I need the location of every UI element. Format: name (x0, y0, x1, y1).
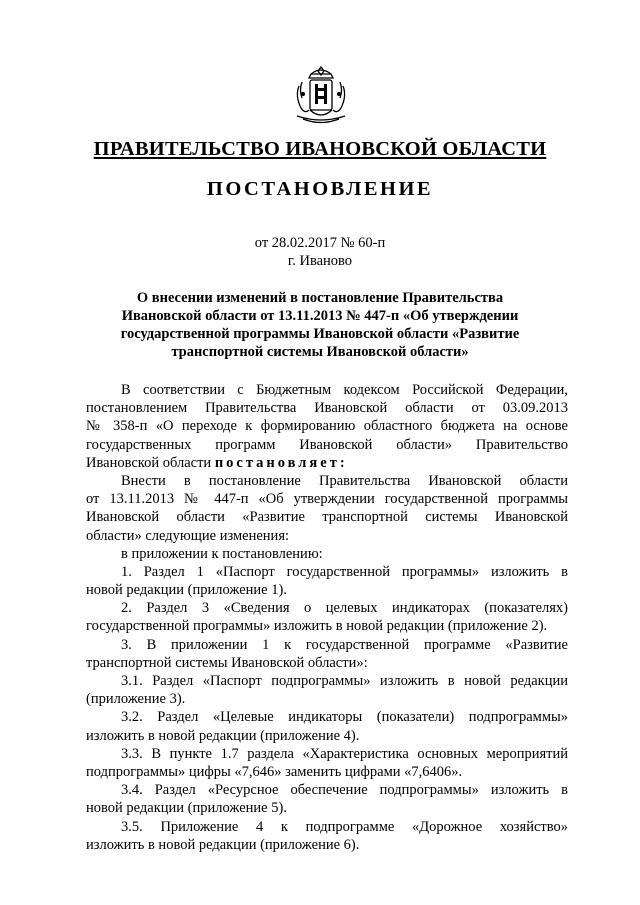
title-line: транспортной системы Ивановской области» (171, 344, 469, 360)
body-line-prefix: Ивановской области (86, 454, 215, 471)
body-line: (приложение 3). (86, 691, 186, 708)
coat-of-arms-emblem (293, 64, 349, 126)
document-type-heading: ПОСТАНОВЛЕНИЕ (206, 178, 434, 200)
body-line: подпрограммы» цифры «7,646» заменить цифрами «7,6406». (86, 763, 463, 780)
body-line: в приложении к постановлению: (121, 545, 323, 562)
body-line: изложить в новой редакции (приложение 6). (86, 836, 360, 853)
body-line: 3. В приложении 1 к государственной программе «Развитие (121, 636, 568, 653)
body-line: 3.1. Раздел «Паспорт подпрограммы» изложить в новой редакции (121, 673, 568, 689)
body-line: постановлением Правительства Ивановской области от 03.09.2013 (86, 400, 568, 417)
body-line: 2. Раздел 3 «Сведения о целевых индикаторах (показателях) (121, 600, 568, 617)
body-line: от 13.11.2013 № 447-п «Об утверждении государственной программы (86, 491, 568, 508)
body-line: № 358-п «О переходе к формированию областного бюджета на основе (86, 418, 568, 435)
body-line-resolves (86, 454, 568, 472)
body-line: новой редакции (приложение 1). (86, 582, 287, 599)
body-line: государственных программ Ивановской области» Правительство (86, 436, 568, 453)
body-line: 3.5. Приложение 4 к подпрограмме «Дорожное хозяйство» (121, 818, 568, 835)
document-date-number: от 28.02.2017 № 60-п (254, 235, 386, 251)
body-line: транспортной системы Ивановской области»: (86, 654, 368, 671)
body-line: 1. Раздел 1 «Паспорт государственной программы» изложить в (121, 563, 568, 580)
body-line: области» следующие изменения: (86, 527, 290, 544)
body-line: новой редакции (приложение 5). (86, 800, 287, 817)
document-city: г. Иваново (287, 253, 353, 269)
title-line: государственной программы Ивановской области «Развитие (120, 326, 520, 342)
document-body (86, 381, 568, 854)
body-line: Ивановской области «Развитие транспортной системы Ивановской (86, 509, 568, 526)
body-line: государственной программы» изложить в новой редакции (приложение 2). (86, 618, 548, 635)
title-line: О внесении изменений в постановление Правительства (136, 290, 504, 306)
title-line: Ивановской области от 13.11.2013 № 447-п «Об утверждении (121, 308, 519, 324)
body-line: 3.4. Раздел «Ресурсное обеспечение подпрограммы» изложить в (121, 782, 568, 799)
body-line: 3.3. В пункте 1.7 раздела «Характеристика основных мероприятий (121, 745, 568, 762)
body-line: В соответствии с Бюджетным кодексом Российской Федерации, (121, 382, 568, 398)
body-line: Внести в постановление Правительства Ивановской области (121, 472, 568, 489)
organization-title: ПРАВИТЕЛЬСТВО ИВАНОВСКОЙ ОБЛАСТИ (93, 138, 547, 160)
body-line: изложить в новой редакции (приложение 4). (86, 727, 360, 744)
body-line: 3.2. Раздел «Целевые индикаторы (показатели) подпрограммы» (121, 709, 568, 726)
document-title (95, 289, 545, 361)
resolves-keyword: постановляет: (214, 454, 348, 471)
